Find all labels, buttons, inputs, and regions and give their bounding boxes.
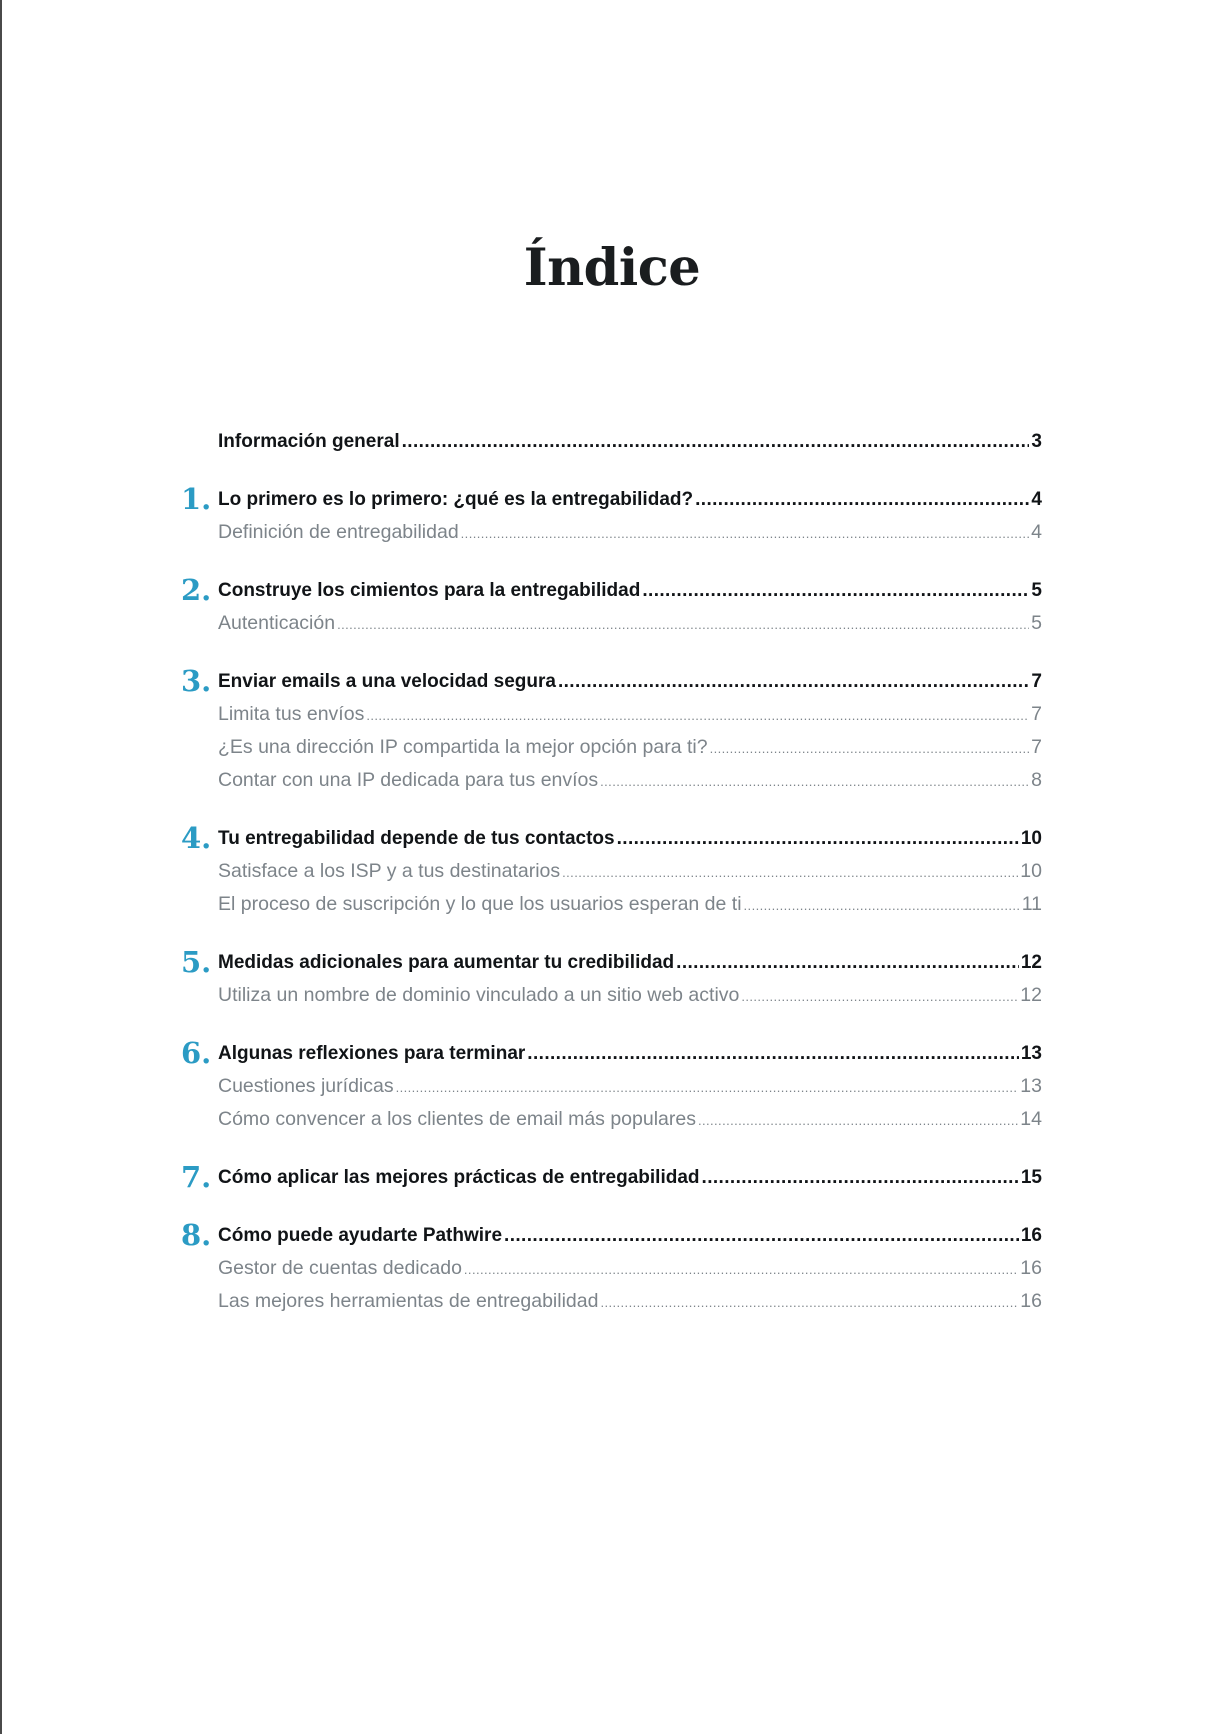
chapter-title: Algunas reflexiones para terminar — [218, 1043, 526, 1064]
chapter-number: 7. — [181, 1160, 212, 1194]
chapter-number: 8. — [181, 1218, 212, 1252]
toc-section — [181, 482, 1042, 549]
subsection-page-number: 7 — [1031, 736, 1042, 758]
subsection-page-number: 12 — [1020, 984, 1042, 1006]
chapter-page-number: 15 — [1020, 1167, 1042, 1188]
toc-section — [181, 945, 1042, 1012]
chapter-title: Medidas adicionales para aumentar tu credibilidad — [218, 952, 675, 973]
chapter-page-number: 3 — [1031, 431, 1042, 452]
chapter-number: 3. — [181, 664, 212, 698]
subsection-title: ¿Es una dirección IP compartida la mejor opción para ti? — [218, 736, 708, 758]
chapter-number: 1. — [181, 482, 212, 516]
dot-leader — [562, 856, 1018, 889]
toc-chapter-entry[interactable] — [181, 573, 1042, 607]
subsection-title: Gestor de cuentas dedicado — [218, 1257, 462, 1279]
chapter-page-number: 4 — [1031, 489, 1042, 510]
dot-leader — [402, 425, 1030, 458]
subsection-page-number: 10 — [1020, 860, 1042, 882]
subsection-page-number: 13 — [1020, 1075, 1042, 1097]
chapter-number: 4. — [181, 821, 212, 855]
subsection-title: Cómo convencer a los clientes de email más populares — [218, 1108, 696, 1130]
toc-section — [181, 664, 1042, 797]
subsection-title: Contar con una IP dedicada para tus envíos — [218, 769, 599, 791]
chapter-number: 6. — [181, 1036, 212, 1070]
dot-leader — [744, 889, 1020, 922]
dot-leader — [600, 1286, 1018, 1319]
chapter-number: 5. — [181, 945, 212, 979]
toc-section — [181, 1218, 1042, 1318]
subsection-page-number: 16 — [1020, 1257, 1042, 1279]
subsection-title: Satisface a los ISP y a tus destinatarios — [218, 860, 561, 882]
toc-subsection-entry[interactable] — [218, 731, 1042, 764]
chapter-title: Cómo puede ayudarte Pathwire — [218, 1225, 503, 1246]
toc-chapter-entry[interactable] — [181, 1160, 1042, 1194]
toc-chapter-entry[interactable] — [181, 482, 1042, 516]
subsection-page-number: 11 — [1021, 893, 1042, 915]
toc-section — [181, 573, 1042, 640]
chapter-title: Lo primero es lo primero: ¿qué es la entregabilidad? — [218, 489, 694, 510]
chapter-page-number: 5 — [1031, 580, 1042, 601]
chapter-title: Construye los cimientos para la entregabilidad — [218, 580, 641, 601]
toc-subsection-entry[interactable] — [218, 764, 1042, 797]
subsection-page-number: 7 — [1031, 703, 1042, 725]
subsection-page-number: 4 — [1031, 521, 1042, 543]
dot-leader — [396, 1071, 1019, 1104]
chapter-title: Información general — [218, 431, 400, 452]
toc-subsection-entry[interactable] — [218, 698, 1042, 731]
toc-subsection-entry[interactable] — [218, 1103, 1042, 1136]
toc-subsection-entry[interactable] — [218, 979, 1042, 1012]
toc-subsection-entry[interactable] — [218, 1070, 1042, 1103]
dot-leader — [464, 1253, 1018, 1286]
toc-subsection-entry[interactable] — [218, 1252, 1042, 1285]
chapter-title: Tu entregabilidad depende de tus contactos — [218, 828, 615, 849]
toc-section — [181, 1160, 1042, 1194]
toc-chapter-entry[interactable] — [181, 664, 1042, 698]
toc-chapter-entry[interactable] — [218, 425, 1042, 458]
dot-leader — [527, 1037, 1019, 1070]
chapter-title: Enviar emails a una velocidad segura — [218, 671, 556, 692]
subsection-title: Utiliza un nombre de dominio vinculado a un sitio web activo — [218, 984, 740, 1006]
subsection-page-number: 16 — [1020, 1290, 1042, 1312]
toc-section — [181, 1036, 1042, 1136]
toc-chapter-entry[interactable] — [181, 1218, 1042, 1252]
dot-leader — [600, 765, 1029, 798]
dot-leader — [676, 946, 1019, 979]
chapter-page-number: 7 — [1031, 671, 1042, 692]
chapter-title: Cómo aplicar las mejores prácticas de entregabilidad — [218, 1167, 700, 1188]
chapter-page-number: 10 — [1020, 828, 1042, 849]
dot-leader — [461, 517, 1029, 550]
dot-leader — [617, 822, 1019, 855]
chapter-page-number: 12 — [1020, 952, 1042, 973]
subsection-page-number: 8 — [1031, 769, 1042, 791]
subsection-title: El proceso de suscripción y lo que los usuarios esperan de ti — [218, 893, 742, 915]
dot-leader — [695, 483, 1029, 516]
table-of-contents — [181, 425, 1042, 1343]
chapter-page-number: 13 — [1020, 1043, 1042, 1064]
subsection-page-number: 14 — [1020, 1108, 1042, 1130]
chapter-page-number: 16 — [1020, 1225, 1042, 1246]
dot-leader — [698, 1104, 1018, 1137]
dot-leader — [504, 1219, 1019, 1252]
toc-chapter-entry[interactable] — [181, 945, 1042, 979]
toc-subsection-entry[interactable] — [218, 855, 1042, 888]
toc-chapter-entry[interactable] — [181, 821, 1042, 855]
toc-section — [181, 821, 1042, 921]
dot-leader — [710, 732, 1030, 765]
dot-leader — [642, 574, 1029, 607]
dot-leader — [366, 699, 1029, 732]
subsection-title: Definición de entregabilidad — [218, 521, 459, 543]
toc-subsection-entry[interactable] — [218, 1285, 1042, 1318]
toc-section — [218, 425, 1042, 458]
dot-leader — [558, 665, 1029, 698]
dot-leader — [337, 608, 1029, 641]
toc-subsection-entry[interactable] — [218, 516, 1042, 549]
chapter-number: 2. — [181, 573, 212, 607]
toc-subsection-entry[interactable] — [218, 607, 1042, 640]
toc-chapter-entry[interactable] — [181, 1036, 1042, 1070]
toc-subsection-entry[interactable] — [218, 888, 1042, 921]
subsection-page-number: 5 — [1031, 612, 1042, 634]
dot-leader — [741, 980, 1018, 1013]
subsection-title: Limita tus envíos — [218, 703, 365, 725]
subsection-title: Autenticación — [218, 612, 336, 634]
page-title: Índice — [523, 238, 701, 298]
subsection-title: Cuestiones jurídicas — [218, 1075, 394, 1097]
dot-leader — [702, 1161, 1019, 1194]
subsection-title: Las mejores herramientas de entregabilidad — [218, 1290, 599, 1312]
